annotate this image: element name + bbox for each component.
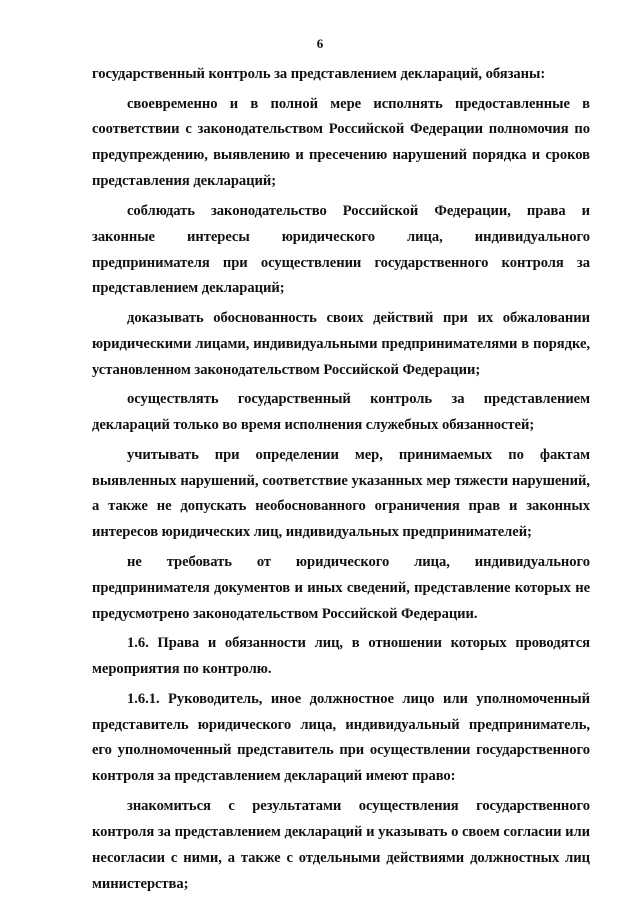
paragraph-continuation: государственный контроль за представлением деклараций, обязаны: bbox=[92, 66, 546, 82]
paragraph-duty-no-extra-documents: не требовать от юридического лица, индивидуального предпринимателя документов и иных сведений, представление которых не предусмотрено законодательством Российской Федерации. bbox=[92, 553, 590, 622]
paragraph-duty-work-hours: осуществлять государственный контроль за представлением деклараций только во время исполнения служебных обязанностей; bbox=[92, 391, 590, 434]
paragraph-duty-exercise-powers: своевременно и в полной мере исполнять предоставленные в соответствии с законодательством Российской Федерации полномочия по предупреждению, выявлению и пресечению нарушений порядка и сроков представления деклараций; bbox=[92, 95, 590, 190]
paragraph-duty-justify-actions: доказывать обоснованность своих действий при их обжаловании юридическими лицами, индивидуальными предпринимателями в порядке, установленном законодательством Российской Федерации; bbox=[92, 309, 590, 378]
paragraph-right-review-results: знакомиться с результатами осуществления государственного контроля за представлением деклараций и указывать о своем согласии или несогласии с ними, а также с отдельными действиями должностных лиц министерства; bbox=[92, 797, 590, 892]
paragraph-duty-proportionality: учитывать при определении мер, принимаемых по фактам выявленных нарушений, соответствие указанных мер тяжести нарушений, а также не допускать необоснованного ограничения прав и законных интересов юридических лиц, индивидуальных предпринимателей; bbox=[92, 446, 590, 541]
paragraph-duty-observe-law: соблюдать законодательство Российской Федерации, права и законные интересы юридического лица, индивидуального предпринимателя при осуществлении государственного контроля за представлением деклараций; bbox=[92, 202, 590, 297]
paragraph-1-6-1: 1.6.1. Руководитель, иное должностное лицо или уполномоченный представитель юридического лица, индивидуальный предприниматель, его уполномоченный представитель при осуществлении государственного контроля за представлением деклараций имеют право: bbox=[92, 690, 590, 785]
page-number: 6 bbox=[316, 36, 324, 51]
section-heading-1-6: 1.6. Права и обязанности лиц, в отношении которых проводятся мероприятия по контролю. bbox=[92, 635, 590, 678]
document-body bbox=[92, 62, 590, 897]
